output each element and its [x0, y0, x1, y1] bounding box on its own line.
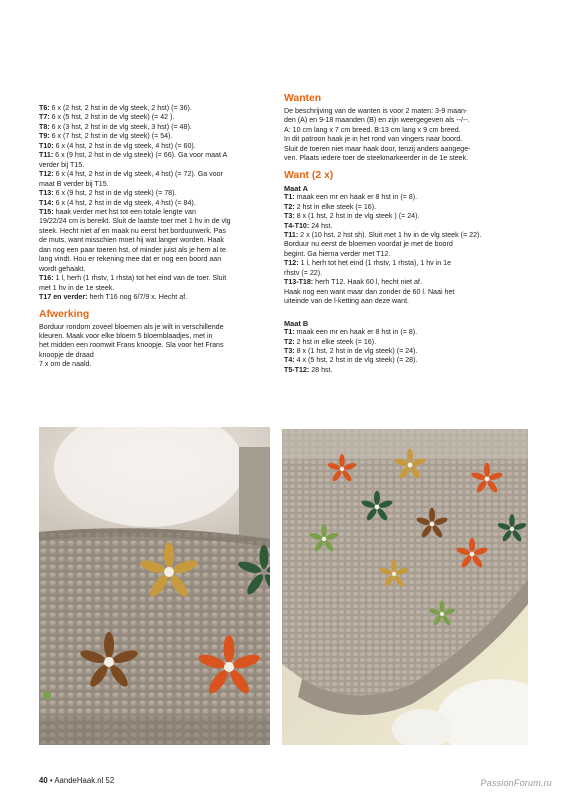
- pattern-row-text: lang vindt. Hou er rekening mee dat er nog een boord aan: [39, 255, 222, 264]
- pattern-row-text: 6 x (9 hst, 2 hst in de vlg steek) (= 78).: [53, 189, 177, 198]
- maat-b-row: [284, 338, 516, 347]
- pattern-row-text: dan nog een paar toeren hst, of minder juist als je hem al te: [39, 245, 226, 254]
- maat-b-row-text: 28 hst.: [309, 365, 333, 374]
- afwerking-line: 7 x om de naald.: [39, 360, 92, 369]
- maat-a-heading: Maat A: [284, 183, 308, 193]
- pattern-row: [39, 151, 271, 160]
- afwerking-line: kleuren. Maak voor elke bloem 5 bloemblaadjes, met in: [39, 331, 213, 340]
- maat-a-rows: [284, 193, 516, 306]
- pattern-row: [39, 246, 271, 255]
- maat-b-row: [284, 356, 516, 365]
- maat-a-row: [284, 212, 516, 221]
- pattern-row-label: T17 en verder:: [39, 293, 88, 302]
- pattern-row: [39, 255, 271, 264]
- pattern-row-label: T9:: [39, 132, 50, 141]
- maat-a-row: [284, 222, 516, 231]
- wanten-intro: [284, 107, 516, 164]
- pattern-row-label: T8:: [39, 122, 50, 131]
- pattern-row-text: 6 x (5 hst, 2 hst in de vlg steek) (= 42 ).: [49, 113, 175, 122]
- magazine-name: AandeHaak.nl 52: [54, 776, 115, 785]
- pattern-row-text: haak verder met hst tot een totale lengte van: [53, 207, 196, 216]
- maat-b-row-label: T1:: [284, 328, 295, 337]
- wanten-line: den (A) en 9-18 maanden (B) en zijn weergegeven als --/--.: [284, 116, 470, 125]
- maat-a-row-text: 8 x (1 hst, 2 hst in de vlg steek ) (= 24).: [294, 212, 420, 221]
- maat-a-row-label: T11:: [284, 230, 299, 239]
- pattern-row-text: 6 x (4 hst, 2 hst in de vlg steek, 4 hst) (= 72). Ga voor: [53, 170, 223, 179]
- maat-b-row: [284, 328, 516, 337]
- right-column: [284, 93, 516, 375]
- afwerking-text: [39, 323, 271, 370]
- maat-b-row-label: T2:: [284, 337, 295, 346]
- maat-b-row-label: T4:: [284, 356, 295, 365]
- maat-a-row-text: rhstv (= 22).: [284, 268, 323, 277]
- maat-a-row-label: T13-T18:: [284, 278, 314, 287]
- maat-b-rows: [284, 328, 516, 375]
- pattern-row-label: T11:: [39, 151, 54, 160]
- pattern-row: [39, 180, 271, 189]
- page-footer: [39, 776, 114, 786]
- pattern-rows-hat: [39, 104, 271, 303]
- pattern-row: [39, 113, 271, 122]
- pattern-row: [39, 293, 271, 302]
- maat-a-row-label: T4-T10:: [284, 221, 310, 230]
- pattern-row: [39, 227, 271, 236]
- left-column: [39, 104, 271, 370]
- afwerking-line: knoopje de draad: [39, 350, 94, 359]
- maat-a-row: [284, 193, 516, 202]
- maat-b-row-text: 2 hst in elke steek (= 16).: [294, 337, 377, 346]
- pattern-row: [39, 132, 271, 141]
- pattern-row-text: wordt gehaakt.: [39, 264, 86, 273]
- afwerking-heading: Afwerking: [39, 308, 90, 320]
- pattern-row: [39, 189, 271, 198]
- wanten-line: In dit patroon haak je in het rond van vingers naar boord.: [284, 135, 463, 144]
- maat-a-row-text: uiteinde van de l-ketting aan deze want.: [284, 297, 410, 306]
- pattern-row: [39, 161, 271, 170]
- maat-a-row: [284, 203, 516, 212]
- want-heading: Want (2 x): [284, 169, 334, 181]
- maat-b-row-text: 8 x (1 hst, 2 hst in de vlg steek) (= 24).: [294, 346, 418, 355]
- watermark: PassionForum.ru: [480, 778, 552, 788]
- maat-a-row-text: 24 hst.: [309, 221, 333, 230]
- pattern-row-text: 19/22/24 cm is bereikt. Sluit de laatste toer met 1 hv in de vlg: [39, 217, 231, 226]
- maat-a-row-text: maak een mr en haak er 8 hst in (= 8).: [294, 193, 418, 202]
- afwerking-line: Borduur rondom zoveel bloemen als je wilt in verschillende: [39, 322, 224, 331]
- hat-closeup-photo: [39, 427, 270, 745]
- maat-a-row-text: herh T12. Haak 60 l, hecht niet af.: [313, 278, 422, 287]
- maat-a-row-label: T12:: [284, 259, 299, 268]
- pattern-row-text: de muts, want misschien moet hij wat langer worden. Haak: [39, 236, 224, 245]
- pattern-row: [39, 199, 271, 208]
- pattern-row: [39, 217, 271, 226]
- maat-b-row-label: T5-T12:: [284, 365, 310, 374]
- pattern-row-text: 1 l, herh (1 rhstv, 1 rhsta) tot het eind van de toer. Sluit: [53, 274, 227, 283]
- wanten-line: De beschrijving van de wanten is voor 2 maten: 3-9 maan-: [284, 107, 468, 115]
- wanten-line: ven. Plaats iedere toer de steekmarkeerder in de 1e steek.: [284, 154, 469, 163]
- pattern-row-text: 6 x (7 hst, 2 hst in de vlg steek) (= 54).: [49, 132, 173, 141]
- pattern-row-text: met 1 hv in de 1e steek.: [39, 283, 115, 292]
- maat-a-row: [284, 240, 516, 249]
- pattern-row-label: T16:: [39, 274, 54, 283]
- pattern-row: [39, 123, 271, 132]
- maat-a-row-label: T3:: [284, 212, 295, 221]
- maat-a-row: [284, 259, 516, 268]
- pattern-row: [39, 284, 271, 293]
- pattern-row: [39, 265, 271, 274]
- pattern-row-label: T13:: [39, 189, 54, 198]
- pattern-row-label: T14:: [39, 198, 54, 207]
- maat-a-row: [284, 288, 516, 297]
- pattern-row-text: maat B verder bij T15.: [39, 179, 109, 188]
- maat-a-row-label: T2:: [284, 202, 295, 211]
- pattern-row: [39, 208, 271, 217]
- maat-a-row-text: 2 x (10 hst, 2 hst sh). Sluit met 1 hv in de vlg steek (= 22).: [298, 230, 482, 239]
- pattern-row-text: 6 x (3 hst, 2 hst in de vlg steek, 3 hst) (= 48).: [49, 122, 192, 131]
- footer-bullet: •: [49, 776, 53, 785]
- pattern-row-label: T12:: [39, 170, 54, 179]
- maat-b-heading: Maat B: [284, 318, 309, 328]
- pattern-row-label: T7:: [39, 113, 50, 122]
- maat-a-row-text: begint. Ga hierna verder met T12.: [284, 249, 391, 258]
- maat-a-row: [284, 297, 516, 306]
- maat-a-row-text: Haak nog een want maar dan zonder de 60 l. Naai het: [284, 287, 455, 296]
- maat-a-row-text: 1 l, herh tot het eind (1 rhstv, 1 rhsta), 1 hv in 1e: [298, 259, 452, 268]
- maat-b-row-text: 4 x (5 hst, 2 hst in de vlg steek) (= 28).: [294, 356, 418, 365]
- pattern-row-label: T10:: [39, 141, 54, 150]
- pattern-row-text: 6 x (4 hst, 2 hst in de vlg steek, 4 hst) (= 60).: [53, 141, 196, 150]
- maat-a-row-text: 2 hst in elke steek (= 16).: [294, 202, 377, 211]
- maat-a-row: [284, 278, 516, 287]
- pattern-row-text: steek. Hecht niet af en maak nu eerst het borduurwerk. Pas: [39, 226, 226, 235]
- page-number: 40: [39, 776, 48, 785]
- pattern-row: [39, 104, 271, 113]
- pattern-row-text: verder bij T15.: [39, 160, 85, 169]
- maat-a-row-text: Borduur nu eerst de bloemen voordat je met de boord: [284, 240, 453, 249]
- pattern-row: [39, 236, 271, 245]
- maat-b-row: [284, 347, 516, 356]
- pattern-row-label: T15:: [39, 207, 54, 216]
- pattern-row-text: 6 x (4 hst, 2 hst in de vlg steek, 4 hst) (= 84).: [53, 198, 196, 207]
- maat-b-row: [284, 366, 516, 375]
- wanten-line: A: 10 cm lang x 7 cm breed. B:13 cm lang x 9 cm breed.: [284, 125, 461, 134]
- pattern-row: [39, 142, 271, 151]
- pattern-row-text: 6 x (2 hst, 2 hst in de vlg steek, 2 hst) (= 36).: [49, 104, 192, 112]
- maat-a-row: [284, 250, 516, 259]
- afwerking-line: het midden een roomwit Frans knoopje. Sla voor het Frans: [39, 341, 224, 350]
- pattern-row: [39, 170, 271, 179]
- maat-b-row-text: maak een mr en haak er 8 hst in (= 8).: [294, 328, 418, 337]
- maat-a-row-label: T1:: [284, 193, 295, 202]
- wanten-line: Sluit de toeren niet maar haak door, tenzij anders aangege-: [284, 144, 471, 153]
- pattern-row-text: 6 x (9 hst, 2 hst in de vlg steek) (= 66). Ga voor maat A: [53, 151, 228, 160]
- maat-a-row: [284, 269, 516, 278]
- maat-b-row-label: T3:: [284, 346, 295, 355]
- maat-a-row: [284, 231, 516, 240]
- pattern-row: [39, 274, 271, 283]
- mitten-photo: [282, 429, 528, 745]
- wanten-heading: Wanten: [284, 93, 322, 104]
- pattern-row-label: T6:: [39, 104, 50, 112]
- pattern-row-text: herh T16 nog 6/7/9 x. Hecht af.: [87, 293, 188, 302]
